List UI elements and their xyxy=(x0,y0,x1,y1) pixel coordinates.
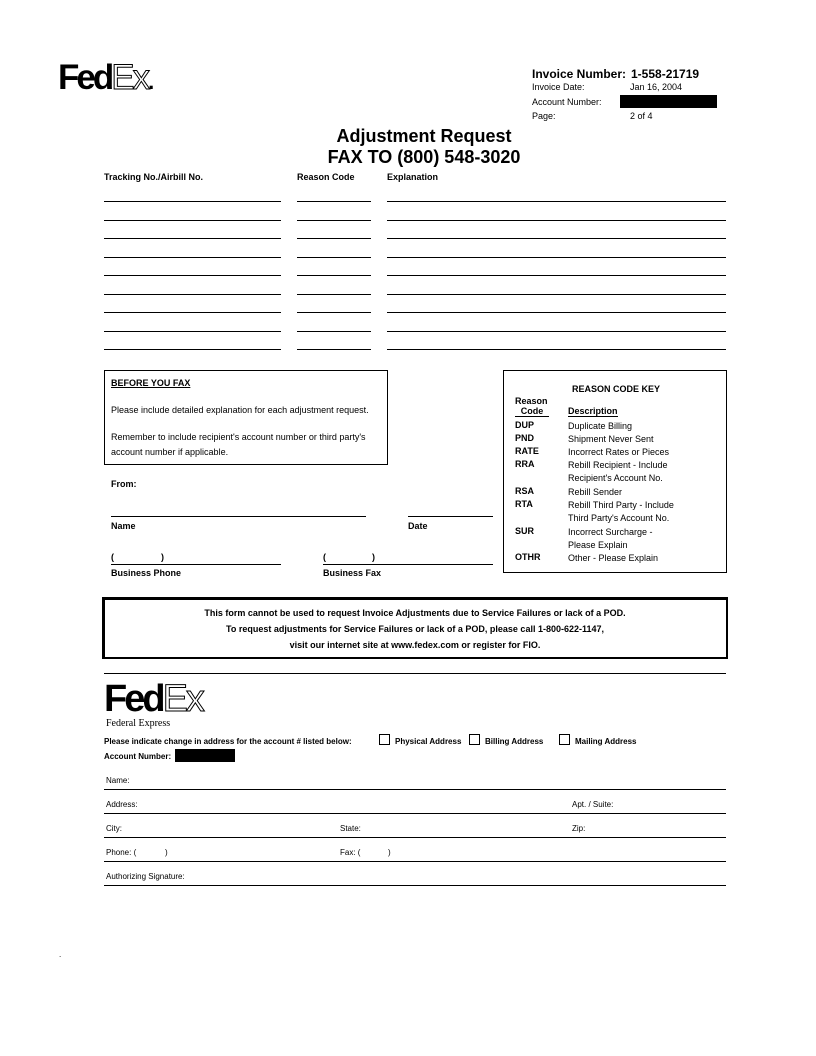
reason-code-key-box xyxy=(503,370,727,573)
reason-col-header-2: Code xyxy=(515,406,549,417)
name-label: Name xyxy=(111,521,136,531)
page-value: 2 of 4 xyxy=(630,111,653,121)
footer-mark: . xyxy=(59,950,62,959)
name-field-label: Name: xyxy=(106,776,130,785)
phone-field-label: Phone: ( xyxy=(106,848,137,857)
notice-line-3: visit our internet site at www.fedex.com or register for FIO. xyxy=(289,640,541,650)
explanation-entry-line[interactable] xyxy=(387,220,726,221)
fedex-logo xyxy=(58,60,151,95)
name-line[interactable] xyxy=(111,516,366,517)
notice-line-1: This form cannot be used to request Invoice Adjustments due to Service Failures or lack of a POD. xyxy=(204,608,626,618)
notice-box xyxy=(102,597,728,659)
form-title: Adjustment Request xyxy=(336,126,512,146)
description-col-header: Description xyxy=(568,406,618,416)
phone-field-close: ) xyxy=(165,848,168,857)
reason-description: Incorrect Rates or Pieces xyxy=(568,447,670,457)
apt-suite-field-label: Apt. / Suite: xyxy=(572,800,614,809)
fedex-federal-express-logo xyxy=(104,680,203,718)
reason-entry-line[interactable] xyxy=(297,220,371,221)
reason-entry-line[interactable] xyxy=(297,201,371,202)
reason-code: RRA xyxy=(515,459,535,469)
reason-code: RATE xyxy=(515,446,539,456)
explanation-entry-line[interactable] xyxy=(387,349,726,350)
reason-code: RTA xyxy=(515,499,533,509)
explanation-entry-line[interactable] xyxy=(387,294,726,295)
tracking-entry-line[interactable] xyxy=(104,220,281,221)
reason-description: Rebill Third Party - Include Third Party's Account No. xyxy=(568,500,674,523)
fax-to-title: FAX TO (800) 548-3020 xyxy=(327,147,521,167)
federal-express-subtitle: Federal Express xyxy=(106,718,171,729)
notice-line-2: To request adjustments for Service Failures or lack of a POD, please call 1-800-622-1147, xyxy=(226,624,604,634)
explanation-entry-line[interactable] xyxy=(387,312,726,313)
col-header-explanation: Explanation xyxy=(387,172,439,182)
col-header-reason: Reason Code xyxy=(297,172,355,182)
fax-paren-close: ) xyxy=(372,552,375,562)
tracking-entry-line[interactable] xyxy=(104,349,281,350)
reason-description: Duplicate Billing xyxy=(568,421,633,431)
reason-description: Rebill Recipient - Include Recipient's Account No. xyxy=(568,460,668,483)
phone-field-line[interactable] xyxy=(104,861,726,862)
tracking-entry-line[interactable] xyxy=(104,312,281,313)
date-line[interactable] xyxy=(408,516,493,517)
logo-ex-text: Ex xyxy=(111,58,149,97)
tracking-entry-line[interactable] xyxy=(104,238,281,239)
reason-entry-line[interactable] xyxy=(297,275,371,276)
fax-field-label: Fax: ( xyxy=(340,848,361,857)
account-number-redaction-2 xyxy=(175,749,235,762)
reason-description: Incorrect Surcharge - Please Explain xyxy=(568,527,653,550)
reason-entry-line[interactable] xyxy=(297,331,371,332)
phone-paren-close: ) xyxy=(161,552,164,562)
address-change-instruction: Please indicate change in address for the account # listed below: xyxy=(104,737,352,746)
invoice-number-value: 1-558-21719 xyxy=(631,67,700,81)
explanation-entry-line[interactable] xyxy=(387,275,726,276)
reason-col-header-1: Reason xyxy=(515,396,548,406)
reason-description: Other - Please Explain xyxy=(568,553,659,563)
reason-entry-line[interactable] xyxy=(297,294,371,295)
reason-entry-line[interactable] xyxy=(297,312,371,313)
city-field-label: City: xyxy=(106,824,122,833)
reason-entry-line[interactable] xyxy=(297,238,371,239)
billing-address-checkbox[interactable] xyxy=(469,734,480,745)
invoice-date-label: Invoice Date: xyxy=(532,82,585,92)
state-field-label: State: xyxy=(340,824,361,833)
logo-ex-text-2: Ex xyxy=(162,678,203,720)
physical-address-label: Physical Address xyxy=(395,737,462,746)
business-fax-label: Business Fax xyxy=(323,568,382,578)
reason-code: DUP xyxy=(515,420,535,430)
address-field-label: Address: xyxy=(106,800,138,809)
logo-fed-text: Fed xyxy=(58,58,112,97)
col-header-tracking: Tracking No./Airbill No. xyxy=(104,172,204,182)
tracking-entry-line[interactable] xyxy=(104,201,281,202)
account-number-redaction xyxy=(620,95,717,108)
invoice-number-label: Invoice Number: xyxy=(532,67,627,81)
business-phone-line[interactable] xyxy=(111,564,281,565)
address-field-line[interactable] xyxy=(104,813,726,814)
mailing-address-label: Mailing Address xyxy=(575,737,637,746)
logo-dot: . xyxy=(148,69,152,94)
reason-code: RSA xyxy=(515,486,535,496)
name-field-line[interactable] xyxy=(104,789,726,790)
zip-field-label: Zip: xyxy=(572,824,586,833)
from-label: From: xyxy=(111,479,137,489)
signature-field-line[interactable] xyxy=(104,885,726,886)
invoice-date-value: Jan 16, 2004 xyxy=(630,82,683,92)
reason-code: OTHR xyxy=(515,552,541,562)
reason-code: PND xyxy=(515,433,535,443)
account-number-label-2: Account Number: xyxy=(104,752,172,761)
signature-field-label: Authorizing Signature: xyxy=(106,872,185,881)
fax-field-close: ) xyxy=(388,848,391,857)
business-fax-line[interactable] xyxy=(323,564,493,565)
tracking-entry-line[interactable] xyxy=(104,331,281,332)
tracking-entry-line[interactable] xyxy=(104,257,281,258)
fax-paren-open: ( xyxy=(323,552,326,562)
before-you-fax-text-1: Please include detailed explanation for each adjustment request. xyxy=(111,405,369,415)
business-phone-label: Business Phone xyxy=(111,568,182,578)
explanation-entry-line[interactable] xyxy=(387,257,726,258)
phone-paren-open: ( xyxy=(111,552,114,562)
before-you-fax-heading: BEFORE YOU FAX xyxy=(111,378,191,388)
reason-entry-line[interactable] xyxy=(297,349,371,350)
reason-description: Shipment Never Sent xyxy=(568,434,654,444)
logo-fed-text-2: Fed xyxy=(104,678,163,720)
reason-description: Rebill Sender xyxy=(568,487,623,497)
reason-code: SUR xyxy=(515,526,535,536)
mailing-address-checkbox[interactable] xyxy=(559,734,570,745)
explanation-entry-line[interactable] xyxy=(387,201,726,202)
reason-entry-line[interactable] xyxy=(297,257,371,258)
city-field-line[interactable] xyxy=(104,837,726,838)
before-you-fax-text-2: Remember to include recipient's account number or third party's xyxy=(111,432,366,442)
date-label: Date xyxy=(408,521,428,531)
reason-code-key-title: REASON CODE KEY xyxy=(571,384,660,394)
account-number-label: Account Number: xyxy=(532,97,602,107)
section-divider xyxy=(104,673,726,674)
billing-address-label: Billing Address xyxy=(485,737,544,746)
tracking-entry-line[interactable] xyxy=(104,294,281,295)
page-label: Page: xyxy=(532,111,556,121)
explanation-entry-line[interactable] xyxy=(387,238,726,239)
before-you-fax-text-3: account number if applicable. xyxy=(111,447,229,457)
tracking-entry-line[interactable] xyxy=(104,275,281,276)
explanation-entry-line[interactable] xyxy=(387,331,726,332)
physical-address-checkbox[interactable] xyxy=(379,734,390,745)
